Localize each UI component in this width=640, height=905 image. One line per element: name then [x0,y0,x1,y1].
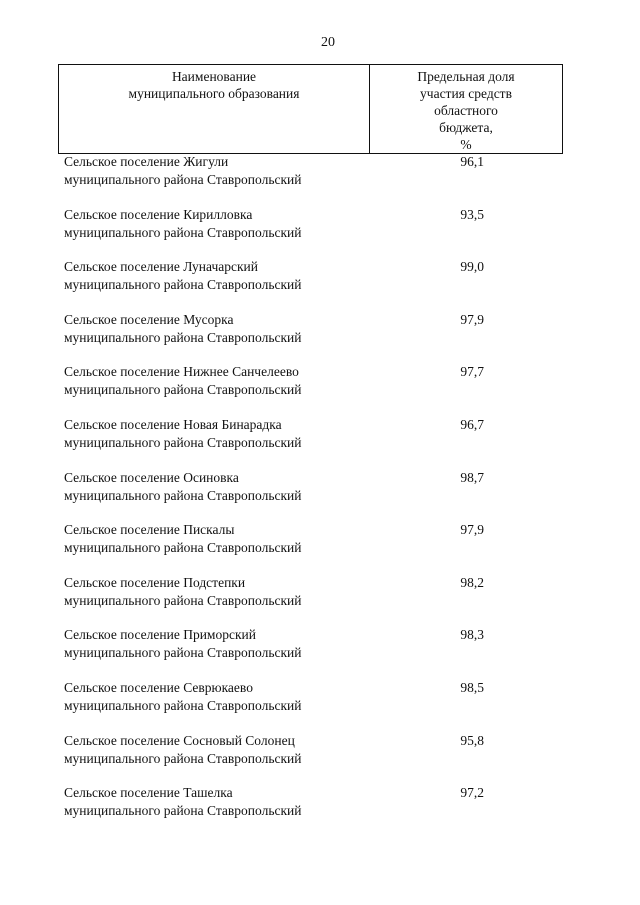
municipality-district-line: муниципального района Ставропольский [64,540,302,556]
column-header-name-line: Наименование [171,69,257,84]
budget-share-value: 97,9 [460,311,484,327]
municipality-name [64,784,364,820]
municipality-name [64,311,364,347]
column-header-share [370,65,562,153]
municipality-name [64,153,364,189]
municipality-district-line: муниципального района Ставропольский [64,487,302,503]
column-header-share-line: Предельная доля [417,69,515,84]
table-row [64,258,564,311]
column-header-name [59,65,370,153]
municipality-name-line: Сельское поселение Жигули [64,154,229,169]
municipality-name-line: Сельское поселение Подстепки [64,574,246,590]
table-row [64,626,564,679]
table-row [64,521,564,574]
budget-share-value: 96,1 [460,154,484,169]
budget-share-value: 98,5 [460,679,484,695]
table-row [64,363,564,416]
table-row [64,732,564,785]
municipality-name-line: Сельское поселение Мусорка [64,311,234,327]
table-row [64,679,564,732]
budget-share-value: 99,0 [460,259,484,275]
municipality-district-line: муниципального района Ставропольский [64,329,302,345]
municipality-name-line: Сельское поселение Кирилловка [64,206,253,222]
budget-share-value: 97,7 [460,364,484,380]
municipality-district-line: муниципального района Ставропольский [64,750,302,766]
table-row [64,153,564,206]
municipality-name [64,469,364,505]
municipality-district-line: муниципального района Ставропольский [64,277,302,293]
table-row [64,206,564,259]
municipality-district-line: муниципального района Ставропольский [64,224,302,240]
budget-share-value: 97,9 [460,522,484,538]
column-header-share-line: бюджета, [439,120,493,135]
budget-share-value: 98,2 [460,574,484,590]
municipality-name-line: Сельское поселение Осиновка [64,469,239,485]
table-row [64,469,564,522]
column-header-name-line: муниципального образования [128,86,300,101]
budget-share-value: 96,7 [460,416,484,432]
municipality-name [64,258,364,294]
municipality-name-line: Сельское поселение Ташелка [64,785,233,801]
table-row [64,311,564,364]
table-header [58,64,563,154]
budget-share-value: 95,8 [460,732,484,748]
municipality-name-line: Сельское поселение Севрюкаево [64,679,253,695]
table-row [64,574,564,627]
table-row [64,416,564,469]
municipality-district-line: муниципального района Ставропольский [64,697,302,713]
municipality-name-line: Сельское поселение Приморский [64,627,256,643]
municipality-name-line: Сельское поселение Нижнее Санчелеево [64,364,299,380]
budget-share-value: 93,5 [460,206,484,222]
municipality-name [64,679,364,715]
municipality-name-line: Сельское поселение Пискалы [64,522,235,538]
municipality-name [64,521,364,557]
municipality-name [64,206,364,242]
municipality-name [64,574,364,610]
column-header-share-line: % [460,137,472,152]
municipality-district-line: муниципального района Ставропольский [64,434,302,450]
municipality-name-line: Сельское поселение Сосновый Солонец [64,732,295,748]
municipality-name [64,626,364,662]
municipality-name [64,732,364,768]
municipality-district-line: муниципального района Ставропольский [64,382,302,398]
municipality-district-line: муниципального района Ставропольский [64,592,302,608]
municipality-name [64,416,364,452]
municipality-district-line: муниципального района Ставропольский [64,803,302,819]
municipality-district-line: муниципального района Ставропольский [64,172,302,187]
municipality-name-line: Сельское поселение Новая Бинарадка [64,416,282,432]
table-body [64,153,564,837]
budget-share-value: 98,3 [460,627,484,643]
municipality-name [64,363,364,399]
municipality-district-line: муниципального района Ставропольский [64,645,302,661]
column-header-share-line: областного [434,103,498,118]
column-header-share-line: участия средств [420,86,512,101]
page-number: 20 [321,35,335,50]
table-row [64,784,564,837]
municipality-name-line: Сельское поселение Луначарский [64,259,258,275]
budget-share-value: 97,2 [460,785,484,801]
budget-share-value: 98,7 [460,469,484,485]
